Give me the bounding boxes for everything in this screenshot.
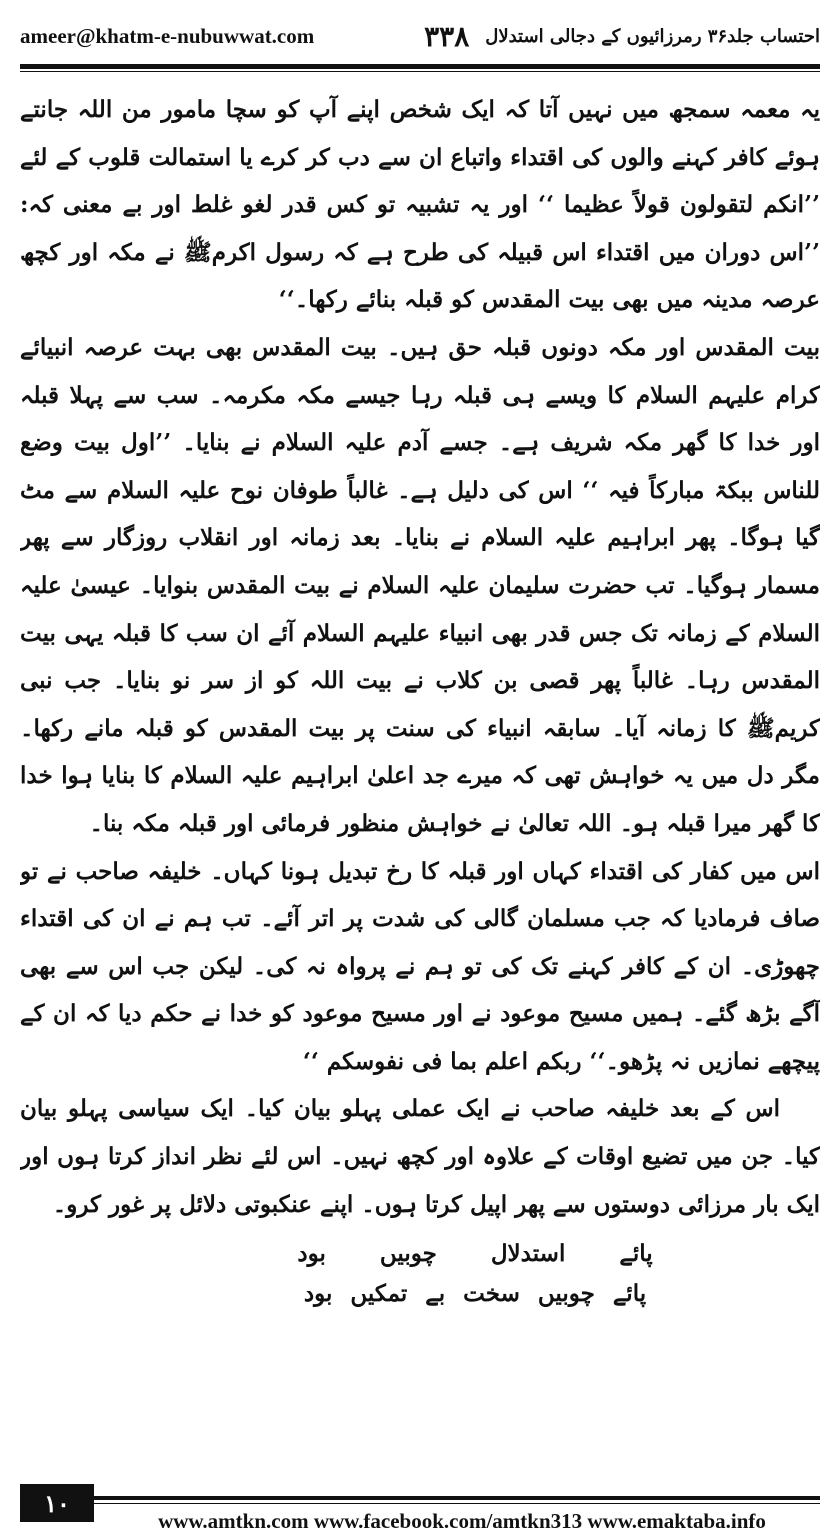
paragraph-4: اس کے بعد خلیفہ صاحب نے ایک عملی پہلو بیان کیا۔ ایک سیاسی پہلو بیان کیا۔ جن میں تضیع اوقات کے علاوہ اور کچھ نہیں۔ اس لئے نظر انداز کرتا ہوں اور ایک بار مرزائی دوستوں سے پھر اپیل کرتا ہوں۔ اپنے عنکبوتی دلائل پر غور کرو۔: [20, 1095, 820, 1218]
footer-rule-thick: [94, 1496, 820, 1500]
paragraph-3: اس میں کفار کی اقتداء کہاں اور قبلہ کا رخ تبدیل ہونا کہاں۔ خلیفہ صاحب نے تو صاف فرمادیا کہ جب مسلمان گالی کی شدت پر اتر آئے۔ تب ہم نے ان کی اقتداء چھوڑی۔ ان کے کافر کہنے تک کی تو ہم نے پرواہ نہ کی۔ لیکن جب اس سے بھی آگے بڑھ گئے۔ ہمیں مسیح موعود نے اور مسیح موعود کو خدا نے حکم دیا کہ ان کے پیچھے نمازیں نہ پڑھو۔‘‘ ربکم اعلم بما فی نفوسکم ‘‘: [20, 857, 820, 1075]
verse-word: استدلال: [490, 1240, 566, 1268]
verse-line-2: [20, 1274, 820, 1314]
page-body: [20, 86, 820, 1461]
verse-word: چوبیں: [379, 1240, 437, 1268]
verse-word: پائے: [619, 1240, 653, 1268]
verse-word: سخت: [463, 1280, 520, 1308]
verse-word: بود: [297, 1240, 326, 1268]
verse-word: چوبیں: [537, 1280, 595, 1308]
header-title-group: [424, 20, 820, 53]
footer-page-number: ۱۰: [20, 1484, 94, 1522]
footer-links: www.amtkn.com www.facebook.com/amtkn313 www.emaktaba.info: [158, 1508, 766, 1533]
persian-verse: [20, 1234, 820, 1314]
header-title: احتساب جلد۳۶ رمرزائیوں کے دجالی استدلال: [485, 25, 820, 47]
verse-word: بود: [303, 1280, 333, 1308]
paragraph-2: بیت المقدس اور مکہ دونوں قبلہ حق ہیں۔ بیت المقدس بھی بہت عرصہ انبیائے کرام علیہم السلام کا ویسے ہی قبلہ رہا جیسے مکہ مکرمہ۔ سب سے پہلا قبلہ اور خدا کا گھر مکہ شریف ہے۔ جسے آدم علیہ السلام نے بنایا۔ ’’اول بیت وضع للناس ببکۃ مبارکاً فیہ ‘‘ اس کی دلیل ہے۔ غالباً طوفان نوح علیہ السلام سے مٹ گیا ہوگا۔ پھر ابراہیم علیہ السلام نے بنایا۔ بعد زمانہ اور انقلاب روزگار سے پھر مسمار ہوگیا۔ تب حضرت سلیمان علیہ السلام نے بیت المقدس بنوایا۔ عیسیٰ علیہ السلام کے زمانہ تک جس قدر بھی انبیاء علیہم السلام آئے ان سب کا قبلہ یہی بیت المقدس رہا۔ غالباً پھر قصی بن کلاب نے بیت اللہ کو از سر نو بنایا۔ جب نبی کریمﷺ کا زمانہ آیا۔ سابقہ انبیاء کی سنت پر بیت المقدس کو قبلہ مانے رکھا۔ مگر دل میں یہ خواہش تھی کہ میرے جد اعلیٰ ابراہیم علیہ السلام کا بنایا ہوا خدا کا گھر میرا قبلہ ہو۔ اللہ تعالیٰ نے خواہش منظور فرمائی اور قبلہ مکہ بنا۔: [20, 333, 820, 837]
header-rule-thick: [20, 64, 820, 69]
verse-word: تمکیں: [350, 1280, 408, 1308]
header-rule-thin: [20, 71, 820, 72]
header-page-number: ۳۳۸: [424, 19, 470, 53]
header-email: ameer@khatm-e-nubuwwat.com: [20, 23, 315, 48]
paragraph-1: یہ معمہ سمجھ میں نہیں آتا کہ ایک شخص اپنے آپ کو سچا مامور من اللہ جانتے ہوئے کافر کہنے والوں کی اقتداء واتباع ان سے دب کر کرے یا استمالت قلوب کے لئے ’’انکم لتقولون قولاً عظیما ‘‘ اور یہ تشبیہ تو کس قدر لغو غلط اور بے معنی کہ: ’’اس دوران میں اقتداء اس قبیلہ کی طرح ہے کہ رسول اکرمﷺ نے مکہ اور کچھ عرصہ مدینہ میں بھی بیت المقدس کو قبلہ بنائے رکھا۔‘‘: [20, 96, 820, 314]
verse-line-1: [20, 1234, 820, 1274]
verse-word: بے: [425, 1280, 446, 1308]
verse-word: پائے: [612, 1280, 647, 1308]
page-header: [20, 14, 820, 58]
